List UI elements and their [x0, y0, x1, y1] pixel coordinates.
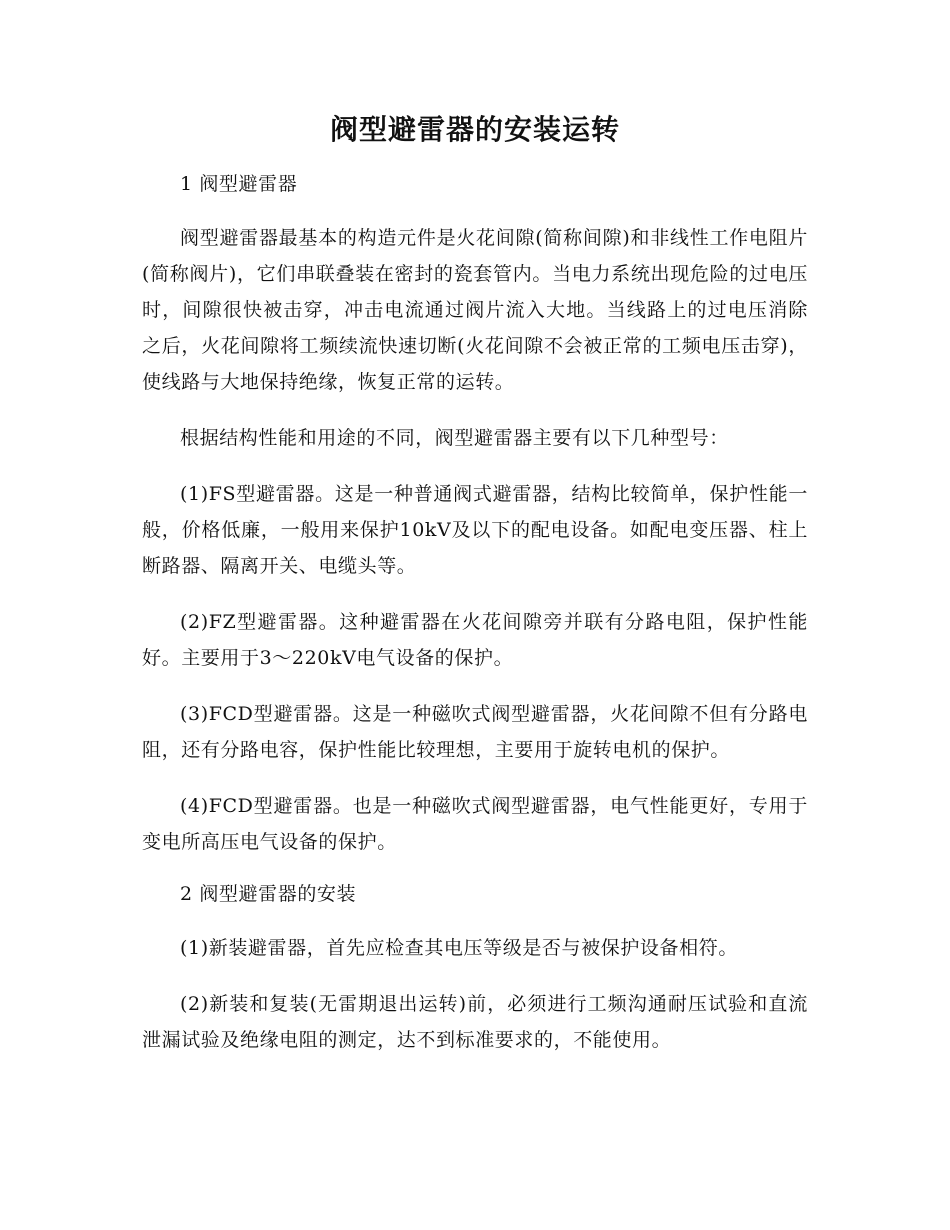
type-item-fz: (2)FZ型避雷器。这种避雷器在火花间隙旁并联有分路电阻，保护性能好。主要用于3～220kV电气设备的保护。	[142, 611, 808, 669]
section-heading-2: 2 阀型避雷器的安装	[180, 883, 357, 905]
type-item-fcd-2: (4)FCD型避雷器。也是一种磁吹式阀型避雷器，电气性能更好，专用于变电所高压电气设备的保护。	[142, 795, 808, 853]
type-item-fcd-1: (3)FCD型避雷器。这是一种磁吹式阀型避雷器，火花间隙不但有分路电阻，还有分路电容，保护性能比较理想，主要用于旋转电机的保护。	[142, 703, 808, 761]
section-heading-1: 1 阀型避雷器	[180, 173, 298, 195]
paragraph-types-intro: 根据结构性能和用途的不同，阀型避雷器主要有以下几种型号：	[180, 427, 729, 449]
install-step-1: (1)新装避雷器，首先应检查其电压等级是否与被保护设备相符。	[180, 937, 738, 959]
type-item-fs: (1)FS型避雷器。这是一种普通阀式避雷器，结构比较简单，保护性能一般，价格低廉，一般用来保护10kV及以下的配电设备。如配电变压器、柱上断路器、隔离开关、电缆头等。	[142, 483, 808, 577]
paragraph-intro: 阀型避雷器最基本的构造元件是火花间隙(简称间隙)和非线性工作电阻片(简称阀片)，它们串联叠装在密封的瓷套管内。当电力系统出现危险的过电压时，间隙很快被击穿，冲击电流通过阀片流入大地。当线路上的过电压消除之后，火花间隙将工频续流快速切断(火花间隙不会被正常的工频电压击穿)，使线路与大地保持绝缘，恢复正常的运转。	[142, 227, 808, 393]
install-step-2: (2)新装和复装(无雷期退出运转)前，必须进行工频沟通耐压试验和直流泄漏试验及绝缘电阻的测定，达不到标准要求的，不能使用。	[142, 993, 808, 1051]
document-title: 阀型避雷器的安装运转	[329, 113, 620, 146]
